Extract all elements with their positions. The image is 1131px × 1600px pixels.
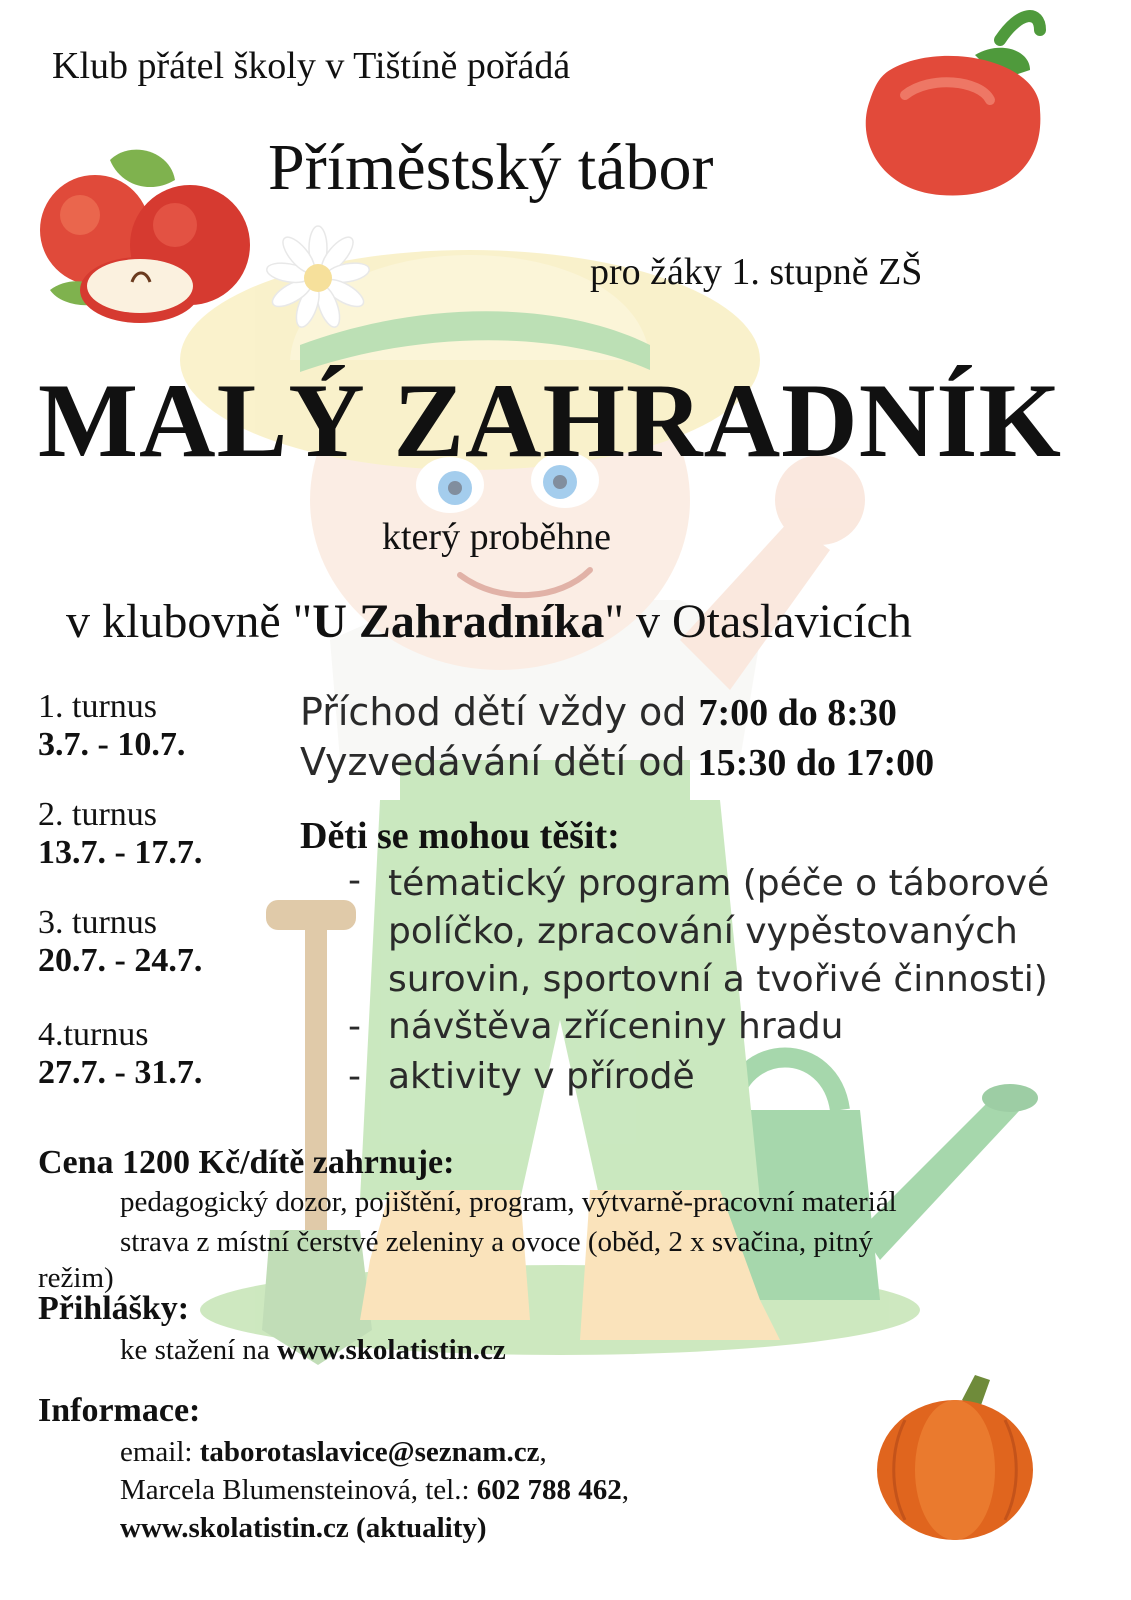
- program-item-line: surovin, sportovní a tvořivé činnosti): [388, 959, 1048, 1000]
- email-suffix: ,: [539, 1436, 547, 1468]
- pepper-icon: [866, 16, 1041, 195]
- signup-link[interactable]: www.skolatistin.cz: [277, 1334, 506, 1366]
- turnus-dates: 20.7. - 24.7.: [38, 942, 203, 979]
- apples-icon: [40, 150, 250, 323]
- price-line-3: režim): [38, 1262, 114, 1294]
- arrival-text: Příchod dětí vždy od: [300, 690, 699, 734]
- venue-name: U Zahradníka: [312, 595, 605, 648]
- info-contact-line: [120, 1474, 629, 1507]
- location-intro: který proběhne: [382, 516, 611, 558]
- price-heading: Cena 1200 Kč/dítě zahrnuje:: [38, 1144, 455, 1181]
- program-item-2: návštěva zříceniny hradu: [388, 1006, 844, 1047]
- location-prefix: v klubovně ": [66, 595, 313, 648]
- turnus-label: 4.turnus: [38, 1016, 149, 1053]
- email-link[interactable]: taborotaslavice@seznam.cz: [199, 1436, 540, 1468]
- turnus-dates: 13.7. - 17.7.: [38, 834, 203, 871]
- contact-name: Marcela Blumensteinová, tel.:: [120, 1474, 477, 1506]
- program-item-3: aktivity v přírodě: [388, 1056, 695, 1097]
- phone-suffix: ,: [621, 1474, 630, 1506]
- turnus-label: 1. turnus: [38, 688, 157, 725]
- turnus-block-3: [38, 904, 202, 980]
- info-email-line: [120, 1436, 547, 1469]
- email-label: email:: [120, 1436, 200, 1468]
- turnus-label: 2. turnus: [38, 796, 157, 833]
- event-type-heading: Příměstský tábor: [268, 131, 714, 204]
- turnus-block-1: [38, 688, 185, 764]
- turnus-dates: 3.7. - 10.7.: [38, 726, 186, 763]
- price-line-1: pedagogický dozor, pojištění, program, výtvarně-pracovní materiál: [120, 1186, 897, 1218]
- location-line: [66, 594, 912, 649]
- pickup-time: 15:30 do 17:00: [697, 742, 935, 784]
- shovel-icon: [262, 900, 372, 1365]
- pumpkin-icon: [877, 1375, 1033, 1540]
- location-suffix: " v Otaslavicích: [604, 595, 912, 648]
- program-item-line: políčko, zpracování vypěstovaných: [388, 911, 1018, 952]
- turnus-label: 3. turnus: [38, 904, 157, 941]
- info-heading: Informace:: [38, 1392, 201, 1429]
- pickup-text: Vyzvedávání dětí od: [300, 740, 698, 784]
- arrival-time: 7:00 do 8:30: [698, 692, 897, 734]
- program-bullet-2: -: [348, 1006, 361, 1047]
- signup-line: [120, 1334, 506, 1367]
- program-heading: Děti se mohou těšit:: [300, 815, 620, 857]
- organizer-line: Klub přátel školy v Tištíně pořádá: [52, 45, 571, 87]
- turnus-dates: 27.7. - 31.7.: [38, 1054, 203, 1091]
- pickup-line: [300, 740, 934, 785]
- info-web-link[interactable]: www.skolatistin.cz (aktuality): [120, 1512, 487, 1544]
- program-item-1: [388, 860, 1049, 1004]
- phone-number: 602 788 462: [476, 1474, 622, 1506]
- program-item-line: tématický program (péče o táborové: [388, 863, 1050, 904]
- price-line-2: strava z místní čerstvé zeleniny a ovoce (oběd, 2 x svačina, pitný: [120, 1226, 873, 1258]
- audience-line: pro žáky 1. stupně ZŠ: [590, 251, 923, 293]
- turnus-block-2: [38, 796, 202, 872]
- main-title: MALÝ ZAHRADNÍK: [38, 362, 1062, 479]
- signup-text: ke stažení na: [120, 1334, 278, 1366]
- turnus-block-4: [38, 1016, 202, 1092]
- program-bullet-3: -: [348, 1056, 361, 1097]
- signup-heading: Přihlášky:: [38, 1290, 190, 1327]
- arrival-line: [300, 690, 897, 735]
- program-bullet-1: -: [348, 860, 361, 901]
